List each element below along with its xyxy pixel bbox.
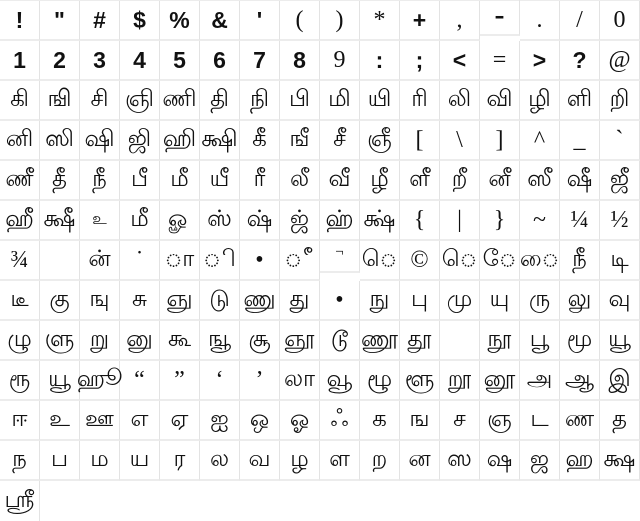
glyph-cell[interactable]: ரி bbox=[400, 81, 440, 121]
glyph-cell[interactable]: கீ bbox=[240, 121, 280, 161]
glyph-cell[interactable]: த bbox=[600, 401, 640, 441]
glyph-cell[interactable]: இ bbox=[600, 361, 640, 401]
glyph-cell[interactable]: அ bbox=[520, 361, 560, 401]
glyph-cell[interactable]: ன bbox=[400, 441, 440, 481]
glyph-cell[interactable]: ~ bbox=[520, 201, 560, 241]
glyph-cell[interactable]: ஸி bbox=[40, 121, 80, 161]
glyph-cell[interactable]: ஞூ bbox=[280, 321, 320, 361]
glyph-cell[interactable]: ஜி bbox=[120, 121, 160, 161]
glyph-cell[interactable]: ஆ bbox=[560, 361, 600, 401]
glyph-cell[interactable]: 3 bbox=[80, 41, 120, 81]
glyph-cell[interactable]: ஹி bbox=[160, 121, 200, 161]
glyph-cell[interactable]: ’ bbox=[240, 361, 280, 401]
empty-cell bbox=[440, 321, 480, 361]
glyph-cell[interactable]: ழ bbox=[280, 441, 320, 481]
glyph-cell[interactable]: யி bbox=[360, 81, 400, 121]
glyph-cell[interactable]: > bbox=[520, 41, 560, 81]
glyph-cell[interactable]: ண bbox=[560, 401, 600, 441]
glyph-cell[interactable]: றீ bbox=[440, 161, 480, 201]
glyph-cell[interactable]: லீ bbox=[280, 161, 320, 201]
glyph-cell[interactable]: ஷ் bbox=[240, 201, 280, 241]
glyph-cell[interactable]: ஸ் bbox=[200, 201, 240, 241]
glyph-cell[interactable]: பி bbox=[280, 81, 320, 121]
empty-cell bbox=[80, 481, 120, 521]
glyph-cell[interactable]: ழூ bbox=[360, 361, 400, 401]
glyph-cell[interactable]: + bbox=[400, 1, 440, 41]
glyph-cell[interactable]: | bbox=[440, 201, 480, 241]
glyph-cell[interactable]: " bbox=[40, 1, 80, 41]
empty-cell bbox=[200, 481, 240, 521]
glyph-cell[interactable]: ஙு bbox=[80, 281, 120, 321]
glyph-cell[interactable]: ணூ bbox=[360, 321, 400, 361]
glyph-cell[interactable]: ளி bbox=[560, 81, 600, 121]
glyph-cell[interactable]: தூ bbox=[400, 321, 440, 361]
glyph-cell[interactable]: ை bbox=[520, 241, 560, 281]
glyph-cell[interactable]: னி bbox=[0, 121, 40, 161]
glyph-cell[interactable]: ( bbox=[280, 1, 320, 41]
glyph-cell[interactable]: { bbox=[400, 201, 440, 241]
glyph-cell[interactable]: நூ bbox=[480, 321, 520, 361]
glyph-cell[interactable]: ி bbox=[200, 241, 240, 281]
glyph-cell[interactable]: ணு bbox=[240, 281, 280, 321]
glyph-row bbox=[0, 81, 640, 121]
glyph-cell[interactable]: டூ bbox=[320, 321, 360, 361]
glyph-cell[interactable]: உ bbox=[40, 401, 80, 441]
empty-cell bbox=[280, 481, 320, 521]
glyph-cell[interactable]: வ bbox=[240, 441, 280, 481]
empty-cell bbox=[120, 481, 160, 521]
empty-cell bbox=[40, 481, 80, 521]
glyph-cell[interactable]: ஙி bbox=[40, 81, 80, 121]
glyph-cell[interactable]: ரூ bbox=[0, 361, 40, 401]
empty-cell bbox=[360, 481, 400, 521]
glyph-cell[interactable]: சி bbox=[80, 81, 120, 121]
glyph-cell[interactable]: எ bbox=[120, 401, 160, 441]
glyph-cell[interactable]: ஹ bbox=[560, 441, 600, 481]
glyph-cell[interactable]: _ bbox=[560, 121, 600, 161]
glyph-cell[interactable]: க்ஷ bbox=[600, 441, 640, 481]
glyph-cell[interactable]: ஸீ bbox=[520, 161, 560, 201]
glyph-cell[interactable]: ரு bbox=[520, 281, 560, 321]
glyph-cell[interactable]: } bbox=[480, 201, 520, 241]
glyph-cell[interactable]: று bbox=[80, 321, 120, 361]
glyph-cell[interactable]: றூ bbox=[440, 361, 480, 401]
glyph-cell[interactable]: ன் bbox=[80, 241, 120, 281]
glyph-cell[interactable]: ஓ bbox=[280, 401, 320, 441]
glyph-cell[interactable]: ந bbox=[0, 441, 40, 481]
glyph-cell[interactable]: லா bbox=[280, 361, 320, 401]
glyph-row bbox=[0, 401, 640, 441]
glyph-cell[interactable]: ஜ் bbox=[280, 201, 320, 241]
glyph-cell[interactable]: 7 bbox=[240, 41, 280, 81]
glyph-cell[interactable]: ஹ் bbox=[320, 201, 360, 241]
glyph-cell[interactable]: கு bbox=[40, 281, 80, 321]
glyph-row bbox=[0, 1, 640, 41]
glyph-row bbox=[0, 321, 640, 361]
glyph-cell[interactable]: ஙீ bbox=[280, 121, 320, 161]
glyph-cell[interactable]: சூ bbox=[240, 321, 280, 361]
glyph-cell[interactable]: ] bbox=[480, 121, 520, 161]
glyph-cell[interactable]: 8 bbox=[280, 41, 320, 81]
glyph-cell[interactable]: 1 bbox=[0, 41, 40, 81]
glyph-cell[interactable]: ஷி bbox=[80, 121, 120, 161]
empty-cell bbox=[440, 481, 480, 521]
glyph-cell[interactable]: நீ bbox=[80, 161, 120, 201]
glyph-cell[interactable]: ஃ bbox=[320, 401, 360, 441]
glyph-cell[interactable]: @ bbox=[600, 41, 640, 81]
glyph-cell[interactable]: நி bbox=[240, 81, 280, 121]
glyph-cell[interactable]: < bbox=[440, 41, 480, 81]
glyph-cell[interactable]: மீ bbox=[160, 161, 200, 201]
glyph-cell[interactable]: / bbox=[560, 1, 600, 41]
glyph-cell[interactable]: ெ bbox=[440, 241, 480, 281]
empty-cell bbox=[560, 481, 600, 521]
glyph-cell[interactable]: மி bbox=[320, 81, 360, 121]
glyph-cell[interactable]: ? bbox=[560, 41, 600, 81]
glyph-row bbox=[0, 441, 640, 481]
empty-cell bbox=[600, 481, 640, 521]
glyph-cell[interactable]: யீ bbox=[200, 161, 240, 201]
empty-cell bbox=[40, 241, 80, 281]
glyph-cell[interactable]: க்ஷி bbox=[200, 121, 240, 161]
glyph-cell[interactable]: ' bbox=[240, 1, 280, 41]
empty-cell bbox=[400, 481, 440, 521]
glyph-row bbox=[0, 361, 640, 401]
glyph-cell[interactable]: ஞி bbox=[120, 81, 160, 121]
glyph-cell[interactable]: ீ bbox=[280, 241, 320, 281]
glyph-cell[interactable]: ஷீ bbox=[560, 161, 600, 201]
glyph-cell[interactable]: ஷ bbox=[480, 441, 520, 481]
glyph-cell[interactable]: . bbox=[520, 1, 560, 41]
glyph-cell[interactable]: மு bbox=[440, 281, 480, 321]
glyph-cell[interactable]: ரீ bbox=[240, 161, 280, 201]
glyph-cell[interactable]: ^ bbox=[520, 121, 560, 161]
glyph-cell[interactable]: 6 bbox=[200, 41, 240, 81]
glyph-cell[interactable]: லி bbox=[440, 81, 480, 121]
glyph-cell[interactable]: பீ bbox=[120, 161, 160, 201]
glyph-cell[interactable]: ா bbox=[160, 241, 200, 281]
glyph-cell[interactable]: “ bbox=[120, 361, 160, 401]
glyph-cell[interactable]: டி bbox=[600, 241, 640, 281]
glyph-cell[interactable]: ளூ bbox=[400, 361, 440, 401]
glyph-cell[interactable]: & bbox=[200, 1, 240, 41]
glyph-row bbox=[0, 281, 640, 321]
glyph-cell[interactable]: க bbox=[360, 401, 400, 441]
empty-cell bbox=[320, 481, 360, 521]
glyph-cell[interactable]: $ bbox=[120, 1, 160, 41]
glyph-cell[interactable]: மீ bbox=[120, 201, 160, 241]
glyph-cell[interactable]: • bbox=[240, 241, 280, 281]
glyph-cell[interactable]: 9 bbox=[320, 41, 360, 81]
glyph-cell[interactable]: ஞ bbox=[480, 401, 520, 441]
glyph-cell[interactable]: லு bbox=[560, 281, 600, 321]
glyph-cell[interactable]: சீ bbox=[320, 121, 360, 161]
glyph-cell[interactable]: ழி bbox=[520, 81, 560, 121]
glyph-cell[interactable]: ஏ bbox=[160, 401, 200, 441]
glyph-cell[interactable]: பு bbox=[400, 281, 440, 321]
glyph-cell[interactable]: ‘ bbox=[200, 361, 240, 401]
glyph-cell[interactable]: ` bbox=[600, 121, 640, 161]
glyph-cell[interactable]: : bbox=[360, 41, 400, 81]
glyph-cell[interactable]: கூ bbox=[160, 321, 200, 361]
glyph-cell[interactable]: தி bbox=[200, 81, 240, 121]
glyph-cell[interactable]: ஸ bbox=[440, 441, 480, 481]
glyph-cell[interactable]: # bbox=[80, 1, 120, 41]
glyph-cell[interactable]: ¾ bbox=[0, 241, 40, 281]
glyph-cell[interactable]: கி bbox=[0, 81, 40, 121]
glyph-cell[interactable]: [ bbox=[400, 121, 440, 161]
glyph-cell[interactable]: 0 bbox=[600, 1, 640, 41]
glyph-cell[interactable]: 2 bbox=[40, 41, 80, 81]
glyph-cell[interactable]: ¬ bbox=[320, 233, 360, 273]
glyph-cell[interactable]: ய bbox=[120, 441, 160, 481]
glyph-cell[interactable]: யூ bbox=[600, 321, 640, 361]
glyph-cell[interactable]: , bbox=[440, 1, 480, 41]
glyph-cell[interactable]: ஈ bbox=[0, 401, 40, 441]
glyph-cell[interactable]: ஐ bbox=[200, 401, 240, 441]
glyph-row bbox=[0, 121, 640, 161]
glyph-cell[interactable]: னூ bbox=[480, 361, 520, 401]
glyph-cell[interactable]: ˙ bbox=[120, 241, 160, 281]
glyph-cell[interactable]: யு bbox=[480, 281, 520, 321]
glyph-cell[interactable]: = bbox=[480, 41, 520, 81]
glyph-cell[interactable]: ம bbox=[80, 441, 120, 481]
glyph-cell[interactable]: ல bbox=[200, 441, 240, 481]
glyph-cell[interactable]: வூ bbox=[320, 361, 360, 401]
glyph-cell[interactable]: சு bbox=[120, 281, 160, 321]
glyph-cell[interactable]: வீ bbox=[320, 161, 360, 201]
glyph-cell[interactable]: ங bbox=[400, 401, 440, 441]
glyph-cell[interactable]: ஊ bbox=[80, 401, 120, 441]
glyph-cell[interactable]: க்ஷ் bbox=[360, 201, 400, 241]
glyph-row bbox=[0, 481, 640, 521]
glyph-cell[interactable]: ே bbox=[480, 241, 520, 281]
glyph-cell[interactable]: ஙூ bbox=[200, 321, 240, 361]
glyph-cell[interactable]: ! bbox=[0, 1, 40, 41]
glyph-cell[interactable]: % bbox=[160, 1, 200, 41]
glyph-cell[interactable]: * bbox=[360, 1, 400, 41]
glyph-cell[interactable]: ழீ bbox=[360, 161, 400, 201]
glyph-cell[interactable]: 4 bbox=[120, 41, 160, 81]
glyph-cell[interactable]: து bbox=[280, 281, 320, 321]
glyph-cell[interactable]: ற bbox=[360, 441, 400, 481]
glyph-cell[interactable]: \ bbox=[440, 121, 480, 161]
glyph-cell[interactable]: உ bbox=[80, 201, 120, 241]
glyph-cell[interactable]: ளு bbox=[40, 321, 80, 361]
glyph-cell[interactable]: யூ bbox=[40, 361, 80, 401]
glyph-cell[interactable]: ெ bbox=[360, 241, 400, 281]
glyph-cell[interactable]: ஜீ bbox=[600, 161, 640, 201]
glyph-cell[interactable]: வு bbox=[600, 281, 640, 321]
glyph-cell[interactable]: ½ bbox=[600, 201, 640, 241]
glyph-cell[interactable]: னீ bbox=[480, 161, 520, 201]
glyph-cell[interactable]: ) bbox=[320, 1, 360, 41]
glyph-cell[interactable]: வி bbox=[480, 81, 520, 121]
glyph-cell[interactable]: றி bbox=[600, 81, 640, 121]
glyph-cell[interactable]: ¼ bbox=[560, 201, 600, 241]
glyph-cell[interactable]: ௐ bbox=[160, 201, 200, 241]
glyph-cell[interactable]: நு bbox=[360, 281, 400, 321]
glyph-cell[interactable]: ” bbox=[160, 361, 200, 401]
glyph-cell[interactable]: ணீ bbox=[0, 161, 40, 201]
glyph-row bbox=[0, 241, 640, 281]
empty-cell bbox=[520, 481, 560, 521]
glyph-cell[interactable]: ழு bbox=[0, 321, 40, 361]
glyph-cell[interactable]: மூ bbox=[560, 321, 600, 361]
glyph-cell[interactable]: பூ bbox=[520, 321, 560, 361]
glyph-cell[interactable]: ப bbox=[40, 441, 80, 481]
glyph-cell[interactable]: ள bbox=[320, 441, 360, 481]
glyph-row bbox=[0, 41, 640, 81]
glyph-cell[interactable]: ஞீ bbox=[360, 121, 400, 161]
empty-cell bbox=[160, 481, 200, 521]
glyph-row bbox=[0, 161, 640, 201]
empty-cell bbox=[240, 481, 280, 521]
empty-cell bbox=[480, 481, 520, 521]
glyph-cell[interactable]: - bbox=[480, 0, 520, 36]
glyph-cell[interactable]: ஹூ bbox=[80, 361, 120, 401]
glyph-cell[interactable]: னு bbox=[120, 321, 160, 361]
glyph-cell[interactable]: டு bbox=[200, 281, 240, 321]
glyph-cell[interactable]: ச bbox=[440, 401, 480, 441]
glyph-cell[interactable]: © bbox=[400, 241, 440, 281]
glyph-cell[interactable]: க்ஷீ bbox=[40, 201, 80, 241]
glyph-cell[interactable]: ணி bbox=[160, 81, 200, 121]
glyph-cell[interactable]: ஜ bbox=[520, 441, 560, 481]
glyph-cell[interactable]: • bbox=[320, 281, 360, 321]
glyph-cell[interactable]: ஹீ bbox=[0, 201, 40, 241]
glyph-cell[interactable]: 5 bbox=[160, 41, 200, 81]
glyph-cell[interactable]: ர bbox=[160, 441, 200, 481]
glyph-cell[interactable]: டீ bbox=[0, 281, 40, 321]
glyph-cell[interactable]: ஸ்ரீ bbox=[0, 481, 40, 521]
glyph-cell[interactable]: ஞு bbox=[160, 281, 200, 321]
glyph-cell[interactable]: ; bbox=[400, 41, 440, 81]
glyph-cell[interactable]: தீ bbox=[40, 161, 80, 201]
glyph-cell[interactable]: ஒ bbox=[240, 401, 280, 441]
glyph-cell[interactable]: ளீ bbox=[400, 161, 440, 201]
glyph-cell[interactable]: நீ bbox=[560, 241, 600, 281]
glyph-cell[interactable]: ட bbox=[520, 401, 560, 441]
